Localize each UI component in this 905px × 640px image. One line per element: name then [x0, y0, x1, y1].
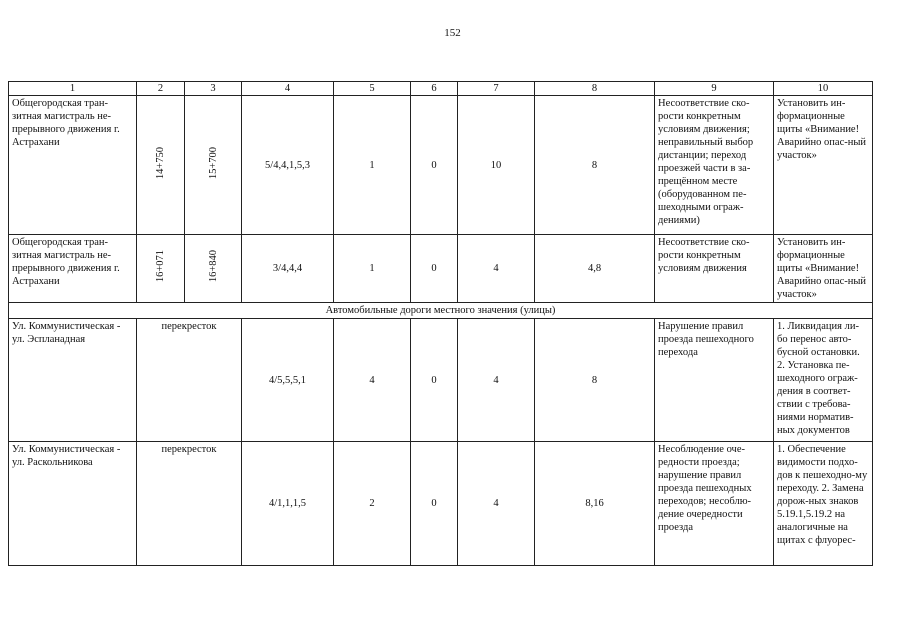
col5-cell: 1 — [334, 96, 411, 235]
reason-cell: Нарушение правил проезда пешеходного перехода — [655, 319, 774, 442]
col6-cell: 0 — [411, 96, 458, 235]
accident-count-cell: 5/4,4,1,5,3 — [242, 96, 334, 235]
table-row — [9, 96, 873, 235]
start-km: 14+750 — [155, 146, 166, 180]
table-row — [9, 442, 873, 566]
col5-cell: 4 — [334, 319, 411, 442]
road-name-cell: Общегородская тран-зитная магистраль не-прерывного движения г. Астрахани — [9, 235, 137, 303]
end-km-cell — [185, 235, 242, 303]
reason-cell: Несоответствие ско-рости конкретным условиям движения — [655, 235, 774, 303]
measures-cell: Установить ин-формационные щиты «Внимание! Аварийно опас-ный участок» — [774, 96, 873, 235]
col5-cell: 2 — [334, 442, 411, 566]
header-cell: 3 — [185, 82, 242, 96]
reason-cell: Несоблюдение оче-редности проезда; нарушение правил проезда пешеходных переходов; несоблю-дение очередности проезда — [655, 442, 774, 566]
accident-count-cell: 4/5,5,5,1 — [242, 319, 334, 442]
col6-cell: 0 — [411, 235, 458, 303]
end-km: 15+700 — [207, 146, 219, 180]
measures-cell: Установить ин-формационные щиты «Внимание! Аварийно опас-ный участок» — [774, 235, 873, 303]
header-cell: 5 — [334, 82, 411, 96]
header-cell: 4 — [242, 82, 334, 96]
col5-cell: 1 — [334, 235, 411, 303]
col7-cell: 4 — [458, 235, 535, 303]
header-row — [9, 82, 873, 96]
hazard-sections-table — [8, 81, 873, 566]
reason-cell: Несоответствие ско-рости конкретным условиям движения; неправильный выбор дистанции; переход проезжей части в за-прещённом месте (оборудованном пе-шеходными ограж-дениями) — [655, 96, 774, 235]
road-name-cell: Ул. Коммунистическая - ул. Раскольникова — [9, 442, 137, 566]
col7-cell: 10 — [458, 96, 535, 235]
header-cell: 2 — [137, 82, 185, 96]
header-cell: 6 — [411, 82, 458, 96]
table-row — [9, 235, 873, 303]
section-row — [9, 303, 873, 319]
col6-cell: 0 — [411, 442, 458, 566]
section-title: Автомобильные дороги местного значения (улицы) — [9, 303, 873, 319]
road-name-cell: Общегородская тран-зитная магистраль не-прерывного движения г. Астрахани — [9, 96, 137, 235]
col8-cell: 4,8 — [535, 235, 655, 303]
measures-cell: 1. Обеспечение видимости подхо-дов к пешеходно-му переходу. 2. Замена дорож-ных знаков 5.19.1,5.19.2 на аналогичные на щитах с флуорес- — [774, 442, 873, 566]
col6-cell: 0 — [411, 319, 458, 442]
measures-cell: 1. Ликвидация ли-бо перенос авто-бусной остановки. 2. Установка пе-шеходного ограж-дения в соответ-ствии с требова-ниями норматив-ных документов — [774, 319, 873, 442]
header-cell: 7 — [458, 82, 535, 96]
header-cell: 1 — [9, 82, 137, 96]
table-row — [9, 319, 873, 442]
page-number: 152 — [444, 27, 461, 39]
end-km: 16+840 — [207, 250, 219, 283]
header-cell: 9 — [655, 82, 774, 96]
col7-cell: 4 — [458, 319, 535, 442]
location-cell: перекресток — [137, 319, 242, 442]
col8-cell: 8 — [535, 319, 655, 442]
header-cell: 8 — [535, 82, 655, 96]
road-name-cell: Ул. Коммунистическая - ул. Эспланадная — [9, 319, 137, 442]
start-km: 16+071 — [155, 250, 166, 283]
accident-count-cell: 4/1,1,1,5 — [242, 442, 334, 566]
col8-cell: 8 — [535, 96, 655, 235]
col7-cell: 4 — [458, 442, 535, 566]
accident-count-cell: 3/4,4,4 — [242, 235, 334, 303]
start-km-cell — [137, 96, 185, 235]
location-cell: перекресток — [137, 442, 242, 566]
col8-cell: 8,16 — [535, 442, 655, 566]
start-km-cell — [137, 235, 185, 303]
end-km-cell — [185, 96, 242, 235]
header-cell: 10 — [774, 82, 873, 96]
